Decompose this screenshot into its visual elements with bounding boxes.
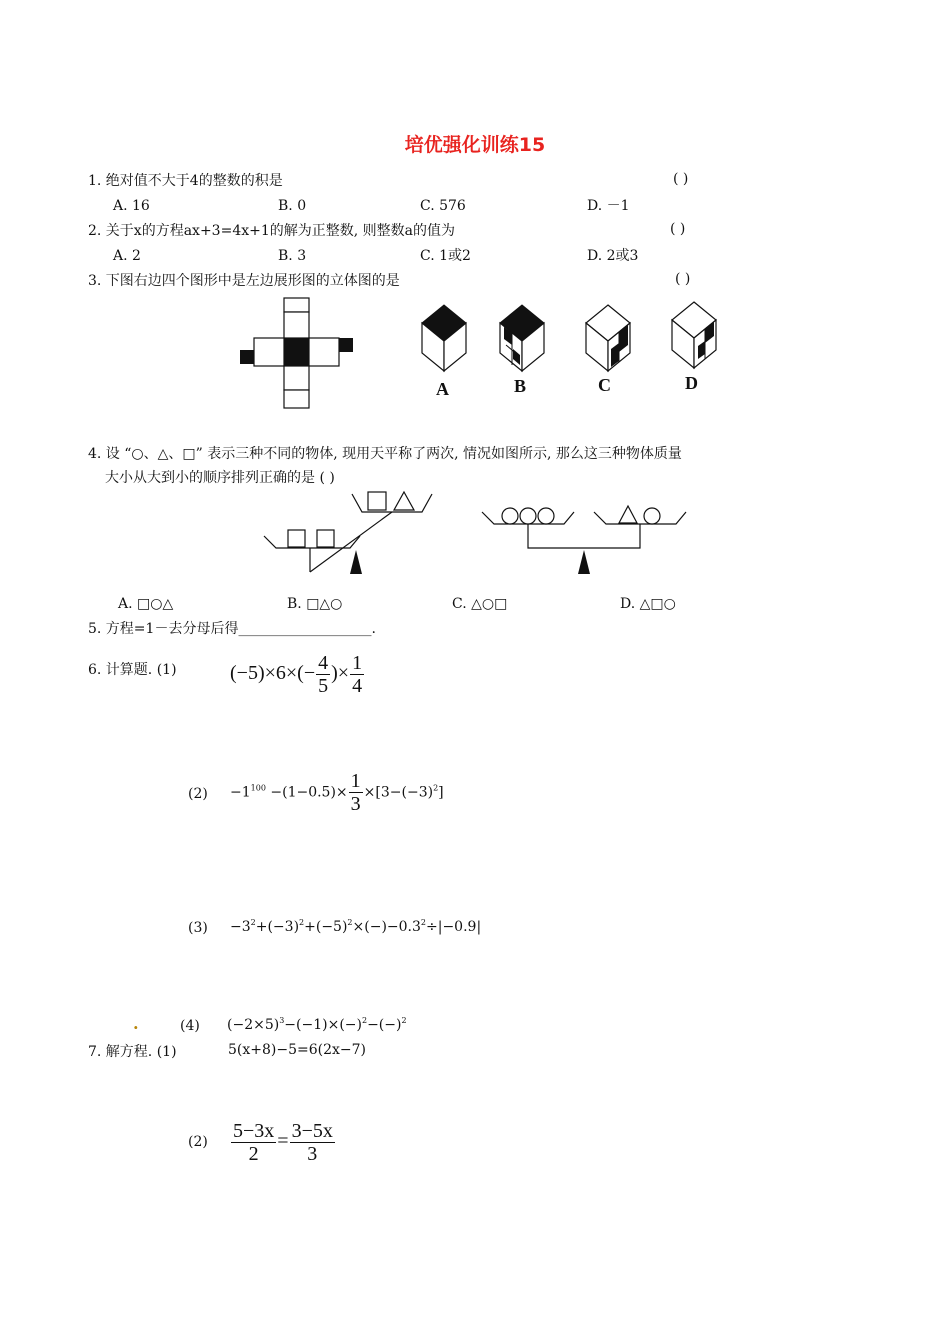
question-4-option-a: A. □○△	[118, 596, 174, 612]
question-2-option-d: D. 2或3	[587, 248, 639, 264]
balance-1-square-left-1	[288, 530, 305, 547]
question-6-part-3-label: (3)	[188, 920, 208, 936]
question-7-label: 7. 解方程. (1)	[88, 1044, 177, 1060]
expr-1-fraction-4-5: $\frac{4}{5}$	[318, 652, 329, 697]
expr-1-mid: )×	[331, 662, 350, 685]
net-square-upper	[284, 312, 309, 338]
question-2-answer-blank: ( )	[670, 221, 686, 237]
balance-scale-2	[480, 500, 690, 578]
question-4-option-b: B. □△○	[287, 596, 343, 612]
balance-1-triangle-right	[394, 492, 414, 510]
stray-dot-mark: .	[133, 1014, 139, 1033]
net-tab-right-black	[339, 338, 353, 352]
equation-left-fraction: $\frac{5-3x}{2}$	[233, 1120, 275, 1165]
net-square-bottom	[284, 390, 309, 408]
question-3-answer-blank: ( )	[675, 271, 691, 287]
balance-1-square-right	[368, 492, 386, 510]
question-6-part-1-expression	[230, 652, 365, 697]
equation-right-fraction: $\frac{3-5x}{3}$	[291, 1120, 333, 1165]
balance-scale-1	[262, 488, 442, 578]
question-1-answer-blank: ( )	[673, 171, 689, 187]
cube-option-b	[500, 305, 548, 375]
question-1-option-c: C. 576	[420, 198, 466, 214]
net-square-center-black	[284, 338, 309, 366]
expr-1-fraction-1-4: $\frac{1}{4}$	[352, 652, 363, 697]
question-6-label: 6. 计算题. (1)	[88, 662, 177, 678]
net-square-top	[284, 298, 309, 312]
question-4-option-c: C. △○□	[452, 596, 508, 612]
expr-1-lead: (−5)×6×(−	[230, 662, 316, 685]
question-2-option-b: B. 3	[278, 248, 307, 264]
question-2-option-a: A. 2	[113, 248, 141, 264]
net-square-lower	[284, 366, 309, 390]
question-1-option-a: A. 16	[113, 198, 150, 214]
cube-label-b: B	[514, 376, 527, 396]
question-5-text	[88, 619, 376, 639]
question-7-part-2-label: (2)	[188, 1134, 208, 1150]
balance-2-fulcrum	[578, 550, 590, 574]
question-6-part-2-expression: $-1^{100} -(1-0.5)\times$ $\frac{1}{3}$ $\times[3-(-3)^2]$	[230, 770, 444, 815]
question-5-prompt: 5. 方程=1－去分母后得	[88, 621, 239, 637]
question-4-line-1: 4. 设 “○、△、□” 表示三种不同的物体, 现用天平称了两次, 情况如图所示, 那么这三种物体质量	[88, 446, 682, 462]
cube-net-figure	[236, 298, 356, 410]
question-6-part-4-label: (4)	[180, 1018, 200, 1034]
question-1-option-d: D. －1	[587, 198, 630, 214]
question-5-answer-blank: ___________________.	[238, 621, 376, 637]
balance-2-circle-1	[502, 508, 518, 524]
page-title: 培优强化训练15	[404, 134, 546, 156]
equals-sign: =	[277, 1130, 289, 1153]
cube-option-d	[672, 302, 720, 372]
question-6-part-2-label: (2)	[188, 786, 208, 802]
net-square-left	[254, 338, 284, 366]
cube-label-d: D	[685, 373, 698, 393]
cube-label-a: A	[436, 379, 449, 399]
balance-2-triangle	[619, 506, 637, 523]
question-1-option-b: B. 0	[278, 198, 307, 214]
question-2-option-c: C. 1或2	[420, 248, 471, 264]
question-2-text: 2. 关于x的方程ax+3=4x+1的解为正整数, 则整数a的值为	[88, 223, 455, 239]
question-3-text: 3. 下图右边四个图形中是左边展形图的立体图的是	[88, 273, 400, 289]
cube-option-a	[422, 305, 470, 375]
question-7-part-2-equation	[230, 1120, 336, 1165]
expr-2-fraction-1-3: $\frac{1}{3}$	[350, 770, 361, 815]
balance-1-fulcrum	[350, 550, 362, 574]
net-tab-left-black	[240, 350, 254, 364]
balance-2-circle-3	[538, 508, 554, 524]
balance-2-circle-right	[644, 508, 660, 524]
question-1-text: 1. 绝对值不大于4的整数的积是	[88, 173, 283, 189]
cube-label-c: C	[598, 375, 611, 395]
question-6-part-3-expression: $-3^2+(-3)^2+(-5)^2\times(-)-0.3^2\div|-0.9|$	[230, 918, 482, 935]
balance-2-circle-2	[520, 508, 536, 524]
question-7-part-1-equation: 5(x+8)−5=6(2x−7)	[228, 1042, 367, 1058]
question-4-line-2: 大小从大到小的顺序排列正确的是 ( )	[105, 470, 335, 486]
balance-1-right-pan	[352, 494, 432, 512]
balance-2-right-pan	[594, 512, 686, 524]
balance-1-square-left-2	[317, 530, 334, 547]
net-square-right	[309, 338, 339, 366]
cube-option-c	[586, 305, 634, 375]
question-4-option-d: D. △□○	[620, 596, 676, 612]
question-6-part-4-expression: $(-2\times 5)^3-(-1)\times(-)^2-(-)^2$	[227, 1016, 407, 1033]
